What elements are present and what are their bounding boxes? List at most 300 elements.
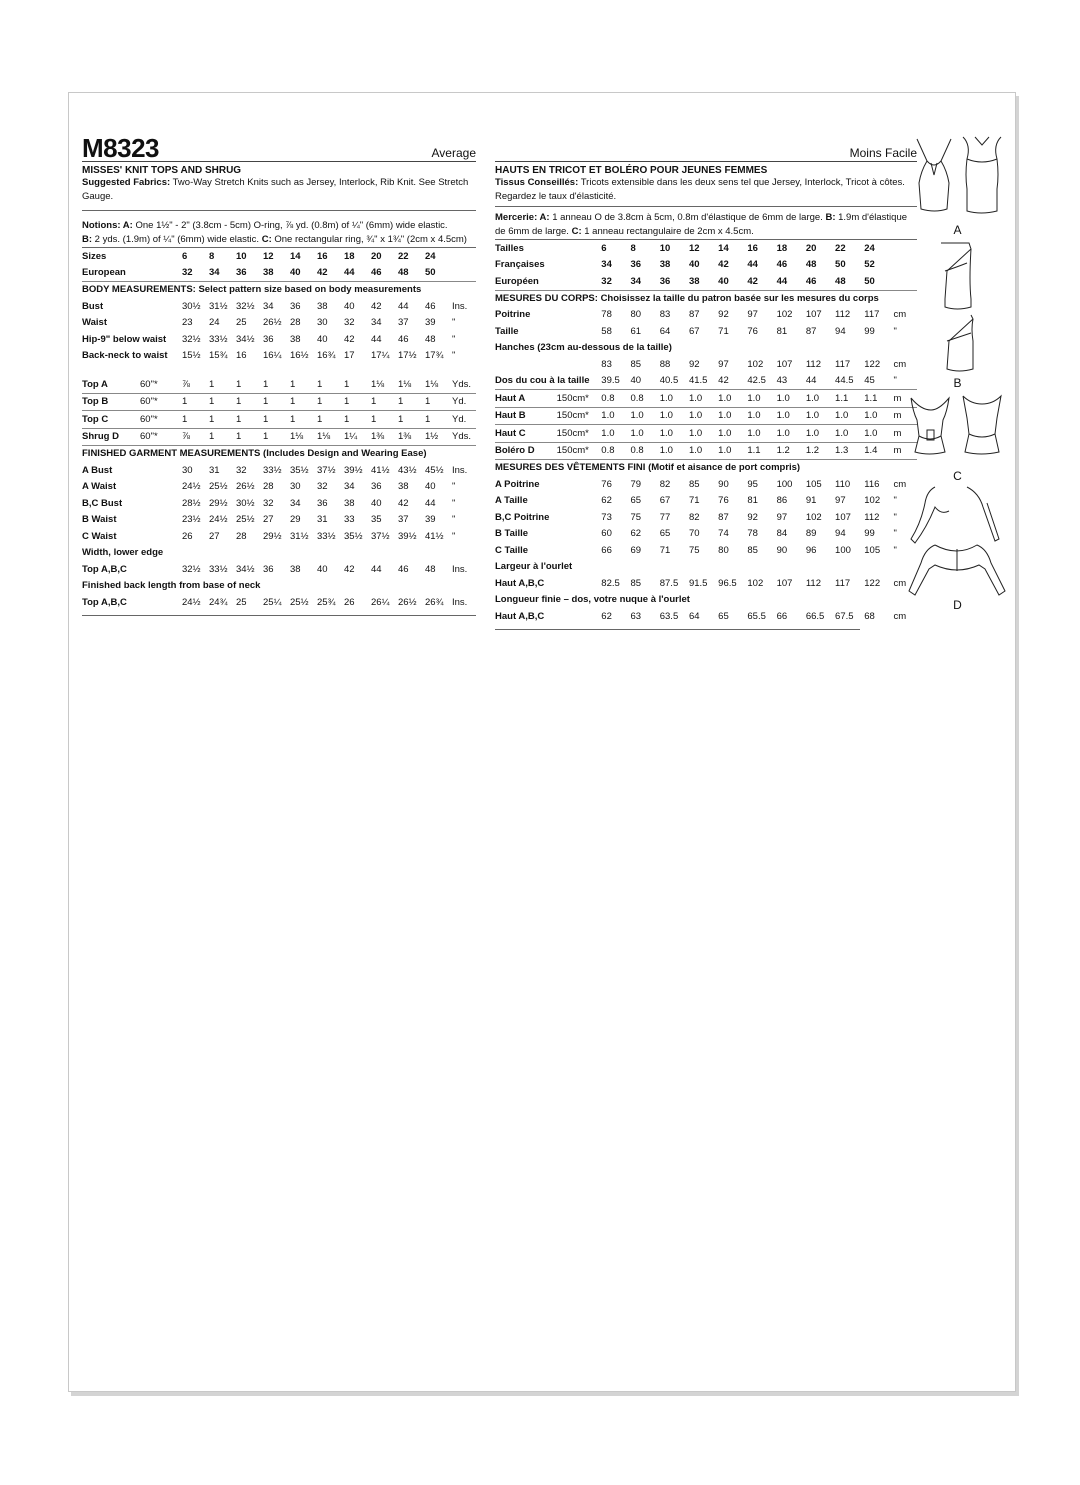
size-value: 36 bbox=[236, 265, 263, 282]
size-value: 46 bbox=[776, 259, 788, 271]
yardage-value: 1 bbox=[209, 428, 236, 446]
unit-label: Ins. bbox=[452, 563, 468, 575]
unit-label: " bbox=[452, 481, 456, 493]
table-row bbox=[495, 356, 917, 373]
size-value: 34 bbox=[631, 273, 660, 290]
size-value: 42 bbox=[718, 373, 747, 390]
size-value: 14 bbox=[290, 250, 301, 262]
size-value: 112 bbox=[864, 511, 880, 523]
yardage-row bbox=[82, 428, 476, 446]
size-value: 25¾ bbox=[317, 596, 336, 608]
size-value: 107 bbox=[776, 358, 793, 370]
sketch-letter-d: D bbox=[953, 598, 962, 612]
en-sizes-table bbox=[82, 248, 476, 282]
difficulty-level: Average bbox=[431, 146, 476, 160]
row-label: Tailles bbox=[495, 242, 524, 254]
fabric-width: 60"* bbox=[140, 393, 182, 411]
yardage-value: 1.0 bbox=[777, 390, 806, 407]
size-value: 40 bbox=[718, 273, 747, 290]
size-value: 77 bbox=[659, 511, 671, 523]
size-value: 10 bbox=[659, 242, 671, 254]
size-value: 24½ bbox=[182, 596, 201, 608]
size-value: 27 bbox=[263, 514, 274, 526]
table-row bbox=[495, 575, 917, 592]
size-value: 26 bbox=[344, 596, 355, 608]
size-value: 38 bbox=[398, 481, 409, 493]
view-label: Top A bbox=[82, 376, 140, 393]
size-value: 107 bbox=[835, 511, 851, 523]
size-value: 62 bbox=[630, 528, 642, 540]
yardage-value: 1 bbox=[317, 411, 344, 429]
size-value: 87.5 bbox=[659, 577, 679, 589]
yardage-value: 1 bbox=[236, 393, 263, 411]
en-finished-title: FINISHED GARMENT MEASUREMENTS (Includes Design and Wearing Ease) bbox=[82, 448, 427, 459]
table-row bbox=[495, 526, 917, 543]
en-body-title: BODY MEASUREMENTS: Select pattern size based on body measurements bbox=[82, 284, 422, 295]
size-value: 64 bbox=[688, 610, 700, 622]
size-value: 8 bbox=[630, 242, 636, 254]
size-value: 29½ bbox=[263, 530, 282, 542]
yardage-value: 1 bbox=[317, 376, 344, 393]
row-label: Waist bbox=[82, 317, 107, 329]
size-value: 85 bbox=[747, 544, 758, 556]
size-value: 24½ bbox=[182, 481, 201, 493]
unit-label: " bbox=[452, 333, 456, 345]
size-value: 71 bbox=[659, 544, 671, 556]
fr-fabrics: Tissus Conseillés: Tricots extensible dans les deux sens tel que Jersey, Interlock, Tricot à côtes. Regardez le taux d'élasticité. bbox=[495, 176, 917, 207]
size-value: 75 bbox=[630, 511, 642, 523]
yardage-value: 1.1 bbox=[747, 442, 776, 460]
section-label: Longueur finie – dos, votre nuque à l'ourlet bbox=[495, 594, 690, 606]
size-value: 40 bbox=[688, 259, 700, 271]
size-value: 60 bbox=[601, 528, 612, 540]
size-value: 6 bbox=[601, 242, 607, 254]
size-value: 65 bbox=[630, 495, 642, 507]
size-value: 44.5 bbox=[835, 373, 864, 390]
yardage-value: 1 bbox=[344, 411, 371, 429]
size-value: 100 bbox=[776, 478, 793, 490]
size-value: 83 bbox=[659, 309, 671, 321]
yardage-value: 1.0 bbox=[806, 390, 835, 407]
size-value: 28 bbox=[263, 481, 274, 493]
yardage-value: 1⅜ bbox=[371, 428, 398, 446]
size-value: 36 bbox=[660, 273, 689, 290]
size-value: 78 bbox=[747, 528, 758, 540]
row-label: Back-neck to waist bbox=[82, 350, 168, 362]
yardage-value: 1.0 bbox=[747, 390, 776, 407]
section-row bbox=[82, 545, 476, 562]
size-value: 94 bbox=[835, 528, 846, 540]
size-value: 25 bbox=[236, 317, 247, 329]
view-label: Haut C bbox=[495, 425, 557, 443]
size-value: 15¾ bbox=[209, 350, 228, 362]
size-value: 87 bbox=[688, 309, 700, 321]
size-value: 38 bbox=[659, 259, 671, 271]
size-value: 71 bbox=[688, 495, 700, 507]
section-row bbox=[495, 559, 917, 576]
size-value: 50 bbox=[425, 265, 452, 282]
yardage-value: 1 bbox=[263, 411, 290, 429]
yardage-row bbox=[495, 407, 917, 425]
yardage-row bbox=[82, 411, 476, 429]
size-value: 32 bbox=[182, 265, 209, 282]
size-value: 96 bbox=[805, 544, 817, 556]
size-value: 23 bbox=[182, 317, 193, 329]
size-value: 40 bbox=[290, 265, 317, 282]
table-row bbox=[495, 240, 917, 257]
size-value: 12 bbox=[688, 242, 700, 254]
size-value: 36 bbox=[290, 300, 301, 312]
size-value: 107 bbox=[776, 577, 793, 589]
size-value: 25½ bbox=[236, 514, 255, 526]
unit-label: Ins. bbox=[452, 300, 468, 312]
row-label: C Waist bbox=[82, 530, 117, 542]
yardage-value: 1⅜ bbox=[398, 428, 425, 446]
french-column bbox=[495, 133, 917, 630]
yardage-row bbox=[82, 376, 476, 393]
size-value: 65.5 bbox=[747, 610, 766, 622]
unit-label: Ins. bbox=[452, 596, 468, 608]
yardage-value: 0.8 bbox=[631, 442, 660, 460]
size-value: 34½ bbox=[236, 333, 255, 345]
fr-body-table bbox=[495, 307, 917, 391]
size-value: 80 bbox=[718, 544, 729, 556]
table-row bbox=[82, 512, 476, 529]
size-value: 102 bbox=[747, 358, 764, 370]
size-value: 82.5 bbox=[601, 577, 620, 589]
size-value: 63.5 bbox=[659, 610, 679, 622]
size-value: 70 bbox=[688, 528, 700, 540]
size-value: 64 bbox=[659, 325, 671, 337]
row-label: Bust bbox=[82, 300, 104, 312]
section-label: Hanches (23cm au-dessous de la taille) bbox=[495, 342, 672, 354]
size-value: 42 bbox=[344, 333, 355, 345]
row-label: Sizes bbox=[82, 250, 107, 262]
size-value: 35½ bbox=[344, 530, 363, 542]
size-value: 41½ bbox=[425, 530, 444, 542]
size-value: 28 bbox=[236, 530, 247, 542]
size-value: 40 bbox=[425, 481, 436, 493]
size-value: 40 bbox=[371, 497, 382, 509]
size-value: 42 bbox=[317, 265, 344, 282]
size-value: 38 bbox=[290, 333, 301, 345]
table-row bbox=[82, 462, 476, 479]
garment-sketches bbox=[905, 131, 1010, 612]
row-label: Françaises bbox=[495, 259, 545, 271]
row-label: A Taille bbox=[495, 495, 528, 507]
size-value: 99 bbox=[864, 528, 875, 540]
size-value: 42 bbox=[371, 300, 382, 312]
yardage-value: 1.1 bbox=[864, 390, 893, 407]
size-value: 48 bbox=[425, 563, 436, 575]
size-value: 32½ bbox=[236, 300, 255, 312]
size-value: 86 bbox=[776, 495, 788, 507]
size-value: 26 bbox=[182, 530, 193, 542]
size-value: 17 bbox=[344, 350, 355, 362]
size-value: 46 bbox=[425, 300, 436, 312]
size-value: 33 bbox=[344, 514, 355, 526]
unit-label: " bbox=[893, 495, 897, 507]
size-value: 35 bbox=[371, 514, 382, 526]
size-value: 35½ bbox=[290, 464, 309, 476]
size-value: 87 bbox=[718, 511, 729, 523]
size-value: 90 bbox=[718, 478, 729, 490]
size-value: 38 bbox=[263, 265, 290, 282]
row-label: Européen bbox=[495, 273, 601, 290]
size-value: 42 bbox=[747, 273, 776, 290]
size-value: 38 bbox=[290, 563, 301, 575]
size-value: 50 bbox=[835, 259, 846, 271]
yardage-value: 1 bbox=[425, 393, 452, 411]
size-value: 31½ bbox=[209, 300, 228, 312]
size-value: 69 bbox=[630, 544, 642, 556]
size-value: 34 bbox=[290, 497, 301, 509]
size-value: 29 bbox=[290, 514, 301, 526]
size-value: 32 bbox=[344, 317, 355, 329]
size-value: 46 bbox=[371, 265, 398, 282]
table-row bbox=[82, 248, 476, 265]
yardage-value: 1.0 bbox=[864, 425, 893, 443]
table-row bbox=[495, 476, 917, 493]
size-value: 100 bbox=[835, 544, 851, 556]
size-value: 83 bbox=[601, 358, 612, 370]
fabric-width: 60"* bbox=[140, 428, 182, 446]
size-value: 38 bbox=[344, 497, 355, 509]
sketch-letter-a: A bbox=[953, 223, 962, 237]
yardage-value: 1.4 bbox=[864, 442, 893, 460]
size-value: 41½ bbox=[371, 464, 390, 476]
size-value: 37½ bbox=[317, 464, 336, 476]
unit-label: cm bbox=[893, 610, 907, 622]
view-label: Boléro D bbox=[495, 442, 557, 460]
yardage-value: 0.8 bbox=[601, 390, 630, 407]
sketch-letter-c: C bbox=[953, 469, 962, 483]
row-label: A Bust bbox=[82, 464, 113, 476]
size-value: 20 bbox=[805, 242, 817, 254]
size-value: 34 bbox=[209, 265, 236, 282]
size-value: 40.5 bbox=[660, 373, 689, 390]
size-value: 41.5 bbox=[689, 373, 718, 390]
yardage-value: 1.0 bbox=[631, 407, 660, 425]
unit-label: cm bbox=[893, 358, 907, 370]
row-label: A Waist bbox=[82, 481, 117, 493]
yardage-value: 1 bbox=[290, 376, 317, 393]
size-value: 117 bbox=[864, 309, 880, 321]
yardage-value: 1.0 bbox=[835, 407, 864, 425]
size-value: 33½ bbox=[317, 530, 336, 542]
yardage-value: 1¼ bbox=[344, 428, 371, 446]
size-value: 32½ bbox=[182, 563, 201, 575]
row-label: B,C Poitrine bbox=[495, 511, 550, 523]
fr-yardage-table bbox=[495, 390, 917, 460]
size-value: 76 bbox=[718, 495, 729, 507]
yardage-value: 1 bbox=[263, 376, 290, 393]
size-value: 26½ bbox=[236, 481, 255, 493]
size-value: 43 bbox=[777, 373, 806, 390]
row-label: B Taille bbox=[495, 528, 529, 540]
size-value: 81 bbox=[747, 495, 758, 507]
yardage-value: 1.0 bbox=[777, 425, 806, 443]
table-row bbox=[82, 594, 476, 611]
fabric-width: 150cm* bbox=[557, 390, 602, 407]
yardage-value: 1.0 bbox=[601, 407, 630, 425]
shrug-d-sketch bbox=[905, 483, 1010, 603]
table-row bbox=[495, 608, 917, 625]
size-value: 43½ bbox=[398, 464, 417, 476]
en-fabrics: Suggested Fabrics: Two-Way Stretch Knits such as Jersey, Interlock, Rib Knit. See Stretch Gauge. bbox=[82, 176, 476, 211]
yardage-value: 1.0 bbox=[806, 407, 835, 425]
yardage-value: 1.0 bbox=[718, 425, 747, 443]
size-value: 92 bbox=[688, 358, 700, 370]
size-value: 32 bbox=[263, 497, 274, 509]
yardage-value: 1.0 bbox=[689, 425, 718, 443]
size-value: 50 bbox=[864, 273, 893, 290]
size-value: 10 bbox=[236, 250, 247, 262]
pattern-code: M8323 bbox=[82, 133, 159, 163]
row-label: European bbox=[82, 265, 182, 282]
view-label: Top B bbox=[82, 393, 140, 411]
size-value: 46 bbox=[398, 333, 409, 345]
size-value: 91.5 bbox=[688, 577, 708, 589]
size-value: 89 bbox=[805, 528, 817, 540]
size-value: 23½ bbox=[182, 514, 201, 526]
size-value: 24 bbox=[209, 317, 220, 329]
size-value: 31½ bbox=[290, 530, 309, 542]
unit-label: Yd. bbox=[452, 411, 476, 429]
yardage-value: 1 bbox=[290, 393, 317, 411]
size-value: 75 bbox=[688, 544, 700, 556]
row-label: C Taille bbox=[495, 544, 529, 556]
yardage-value: 1.0 bbox=[660, 390, 689, 407]
size-value: 117 bbox=[835, 577, 851, 589]
size-value: 112 bbox=[805, 358, 821, 370]
fr-sizes-table bbox=[495, 240, 917, 291]
size-value: 84 bbox=[776, 528, 788, 540]
unit-label: " bbox=[893, 544, 897, 556]
size-value: 95 bbox=[747, 478, 758, 490]
size-value: 40 bbox=[344, 300, 355, 312]
en-body-table bbox=[82, 298, 476, 376]
unit-label: m bbox=[893, 442, 917, 460]
yardage-value: 1.0 bbox=[689, 390, 718, 407]
en-finished-table bbox=[82, 462, 476, 611]
size-value: 24½ bbox=[209, 514, 228, 526]
spacer-row bbox=[82, 364, 476, 376]
en-title: MISSES' KNIT TOPS AND SHRUG bbox=[82, 165, 242, 176]
size-value: 97 bbox=[747, 309, 758, 321]
yardage-value: 1 bbox=[317, 393, 344, 411]
yardage-value: 1 bbox=[209, 376, 236, 393]
size-value: 30 bbox=[182, 464, 193, 476]
top-a-sketch bbox=[905, 131, 1010, 226]
size-value: 36 bbox=[371, 481, 382, 493]
size-value: 62 bbox=[601, 495, 612, 507]
sketch-letter-b: B bbox=[953, 376, 962, 390]
size-value: 102 bbox=[776, 309, 793, 321]
size-value: 32 bbox=[317, 481, 328, 493]
yardage-value: 1.0 bbox=[718, 442, 747, 460]
yardage-value: 1⅛ bbox=[290, 428, 317, 446]
size-value: 25½ bbox=[209, 481, 228, 493]
size-value: 34 bbox=[371, 317, 382, 329]
size-value: 78 bbox=[601, 309, 612, 321]
size-value: 122 bbox=[864, 358, 881, 370]
unit-label: m bbox=[893, 425, 917, 443]
size-value: 39½ bbox=[398, 530, 417, 542]
top-c-sketch bbox=[905, 390, 1010, 470]
size-value: 26¾ bbox=[425, 596, 444, 608]
size-value: 26½ bbox=[398, 596, 417, 608]
size-value: 99 bbox=[864, 325, 875, 337]
size-value: 30 bbox=[317, 317, 328, 329]
size-value: 34 bbox=[263, 300, 274, 312]
fabric-width: 150cm* bbox=[557, 442, 602, 460]
table-row bbox=[82, 348, 476, 365]
row-label: Poitrine bbox=[495, 309, 531, 321]
yardage-value: 1 bbox=[236, 376, 263, 393]
yardage-value: 1.2 bbox=[806, 442, 835, 460]
yardage-row bbox=[82, 393, 476, 411]
en-header bbox=[82, 133, 476, 162]
size-value: 34 bbox=[601, 259, 612, 271]
size-value: 97 bbox=[718, 358, 729, 370]
size-value: 42 bbox=[398, 497, 409, 509]
size-value: 6 bbox=[182, 250, 188, 262]
size-value: 117 bbox=[835, 358, 851, 370]
size-value: 44 bbox=[747, 259, 758, 271]
size-value: 116 bbox=[864, 478, 880, 490]
size-value: 17¾ bbox=[425, 350, 444, 362]
fr-title: HAUTS EN TRICOT ET BOLÉRO POUR JEUNES FEMMES bbox=[495, 165, 768, 176]
yardage-value: 1.0 bbox=[660, 442, 689, 460]
size-value: 82 bbox=[688, 511, 700, 523]
table-row bbox=[495, 493, 917, 510]
size-value: 112 bbox=[835, 309, 851, 321]
size-value: 81 bbox=[776, 325, 788, 337]
size-value: 40 bbox=[317, 333, 328, 345]
size-value: 92 bbox=[718, 309, 729, 321]
size-value: 82 bbox=[659, 478, 671, 490]
yardage-value: ⅞ bbox=[182, 428, 209, 446]
table-row bbox=[82, 561, 476, 578]
size-value: 40 bbox=[631, 373, 660, 390]
row-label: Top A,B,C bbox=[82, 596, 127, 608]
yardage-value: 1.0 bbox=[864, 407, 893, 425]
size-value: 88 bbox=[659, 358, 671, 370]
size-value: 102 bbox=[805, 511, 822, 523]
size-value: 18 bbox=[776, 242, 788, 254]
size-value: 25 bbox=[236, 596, 247, 608]
size-value: 67.5 bbox=[835, 610, 854, 622]
yardage-value: 1 bbox=[209, 411, 236, 429]
table-row bbox=[82, 331, 476, 348]
size-value: 36 bbox=[630, 259, 642, 271]
size-value: 17¼ bbox=[371, 350, 390, 362]
yardage-value: 1.0 bbox=[601, 425, 630, 443]
size-value: 28½ bbox=[182, 497, 201, 509]
size-value: 90 bbox=[776, 544, 788, 556]
fabric-width: 150cm* bbox=[557, 407, 602, 425]
size-value: 110 bbox=[835, 478, 851, 490]
size-value: 65 bbox=[718, 610, 729, 622]
size-value: 26¼ bbox=[371, 596, 390, 608]
en-yardage-table bbox=[82, 376, 476, 446]
size-value: 25¼ bbox=[263, 596, 282, 608]
fabric-width: 60"* bbox=[140, 376, 182, 393]
fabric-width: 60"* bbox=[140, 411, 182, 429]
size-value: 48 bbox=[805, 259, 817, 271]
row-label: Top A,B,C bbox=[82, 563, 127, 575]
